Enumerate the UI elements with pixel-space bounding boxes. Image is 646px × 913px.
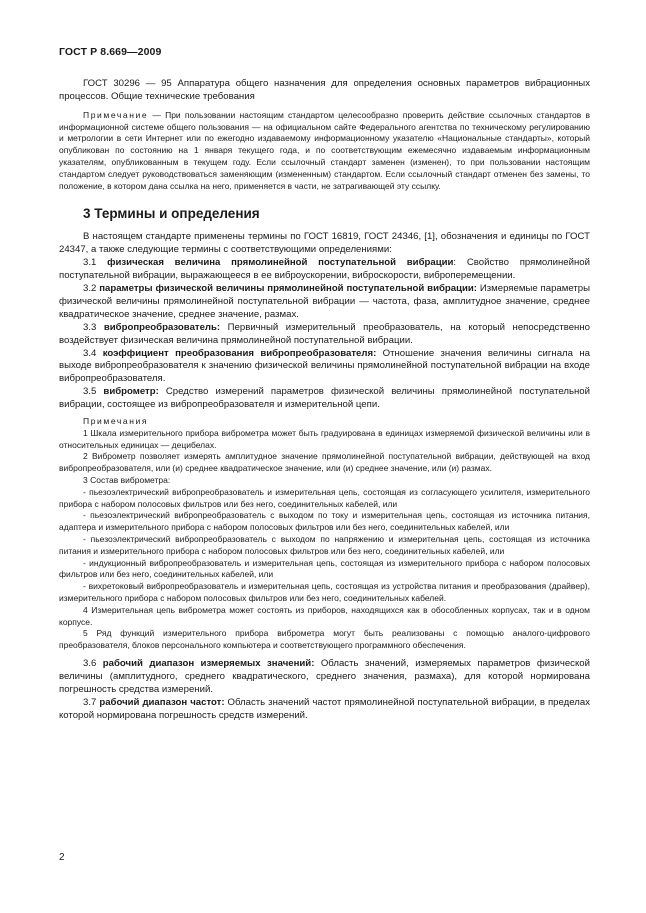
page-content (59, 78, 590, 723)
note-item: 3 Состав виброметра: (83, 475, 171, 486)
document-header: ГОСТ Р 8.669—2009 (59, 46, 162, 58)
reference-gost-30296: ГОСТ 30296 — 95 Аппаратура общего назначения для определения основных параметров вибрационных процессов. Общие технические требования (59, 78, 590, 102)
page-number: 2 (59, 852, 65, 863)
term-title: физическая величина прямолинейной поступательной вибрации (107, 257, 454, 269)
note-item: 4 Измерительная цепь виброметра может состоять из приборов, находящихся как в обособленных корпусах, так и в одном корпусе. (59, 604, 590, 627)
note-item: - пьезоэлектрический вибропреобразователь с выходом по напряжению и измерительная цепь, состоящая из источника питания и измерительного прибора с набором полосовых фильтров или без него, соединительных кабелей, или (59, 534, 590, 556)
section-heading: 3 Термины и определения (83, 206, 260, 222)
term-definition: 3.2 параметры физической величины прямолинейной поступательной вибрации: Измеряемые параметры физической величины прямолинейной поступательной вибрации — частота, фаза, амплитудное значение, среднее квадратическое значение, среднее значение, размах. (59, 283, 590, 320)
term-definition: 3.1 физическая величина прямолинейной поступательной вибрации: Свойство прямолинейной поступательной вибрации, выражающееся в ее виброускорении, виброскорости, виброперемещении. (59, 257, 590, 282)
note-item: - пьезоэлектрический вибропреобразователь с выходом по току и измерительная цепь, состоящая из источника питания, адаптера и измерительного прибора с набором полосовых фильтров или без него, соединительных кабелей, или (59, 510, 590, 533)
term-title: вибропреобразователь: (103, 321, 221, 333)
note-item: - вихретоковый вибропреобразователь и измерительная цепь, состоящая из устройства питания и преобразования (драйвер), измерительного прибора с набором полосовых фильтров или без него, соединительных кабелей. (59, 581, 590, 604)
term-title: виброметр: (103, 386, 159, 398)
term-title: рабочий диапазон измеряемых значений: (102, 658, 315, 670)
section-intro: В настоящем стандарте применены термины по ГОСТ 16819, ГОСТ 24346, [1], обозначения и единицы по ГОСТ 24347, а также следующие термины с соответствующими определениями: (59, 231, 590, 256)
notes-label: Примечания (83, 416, 149, 427)
note-text: — При пользовании настоящим стандартом целесообразно проверить действие ссылочных стандартов в информационной системе общего пользования — на официальном сайте Федерального агентства по техническому регулированию и метрологии в сети Интернет или по ежегодно издаваемому информационному указателю «Национальные стандарты», который опубликован по состоянию на 1 января текущего года, и по соответствующим ежемесячно издаваемым информационным указателям, опубликованным в текущем году. Если ссылочный стандарт заменен (изменен), то при пользовании настоящим стандартом следует руководствоваться заменяющим (измененным) стандартом. Если ссылочный стандарт отменен без замены, то положение, в котором дана ссылка на него, применяется в части, не затрагивающей эту ссылку. (59, 109, 590, 191)
note-label: Примечание (83, 109, 149, 120)
term-definition: 3.3 вибропреобразователь: Первичный измерительный преобразователь, на который непосредственно воздействует физическая величина прямолинейной поступательной вибрации. (59, 321, 590, 346)
note-item: - индукционный вибропреобразователь и измерительная цепь, состоящая из измерительного прибора с набором полосовых фильтров или без него, соединительных кабелей, или (59, 557, 590, 580)
references-note (59, 110, 590, 193)
term-definition: 3.4 коэффициент преобразования вибропреобразователя: Отношение значения величины сигнала на выходе вибропреобразователя к значению физической величины прямолинейной поступательной вибрации на входе вибропреобразователя. (59, 347, 590, 385)
term-title: рабочий диапазон частот: (99, 696, 225, 708)
term-definition: 3.6 рабочий диапазон измеряемых значений: Область значений, измеряемых параметров физической величины (амплитудного, среднего квадратического, среднего значения, размаха), для которой нормирована погрешность средства измерений. (59, 658, 590, 695)
note-item: 5 Ряд функций измерительного прибора виброметра могут быть реализованы с помощью аналого-цифрового преобразователя, блоков персонального компьютера и соответствующего программного обеспечения. (59, 628, 590, 651)
term-definition: 3.5 виброметр: Средство измерений параметров физической величины прямолинейной поступательной вибрации, состоящее из вибропреобразователя и измерительной цепи. (59, 386, 590, 411)
term-title: параметры физической величины прямолинейной поступательной вибрации: (99, 283, 477, 295)
note-item: 1 Шкала измерительного прибора виброметра может быть градуирована в единицах измеряемой физической величины или в относительных единицах — децибелах. (59, 427, 590, 450)
term-title: коэффициент преобразования вибропреобразователя: (102, 347, 377, 359)
note-item: - пьезоэлектрический вибропреобразователь и измерительная цепь, состоящая из согласующего усилителя, измерительного прибора с набором полосовых фильтров или без него, соединительных кабелей, или (59, 486, 590, 509)
term-definition: 3.7 рабочий диапазон частот: Область значений частот прямолинейной поступательной вибрации, в пределах которой нормирована погрешность средств измерений. (59, 696, 590, 721)
note-item: 2 Виброметр позволяет измерять амплитудное значение прямолинейной поступательной вибрации, действующей на вход вибропреобразователя, или (и) среднее квадратическое значение, или (и) среднее значение, или (и) размах. (59, 451, 590, 474)
